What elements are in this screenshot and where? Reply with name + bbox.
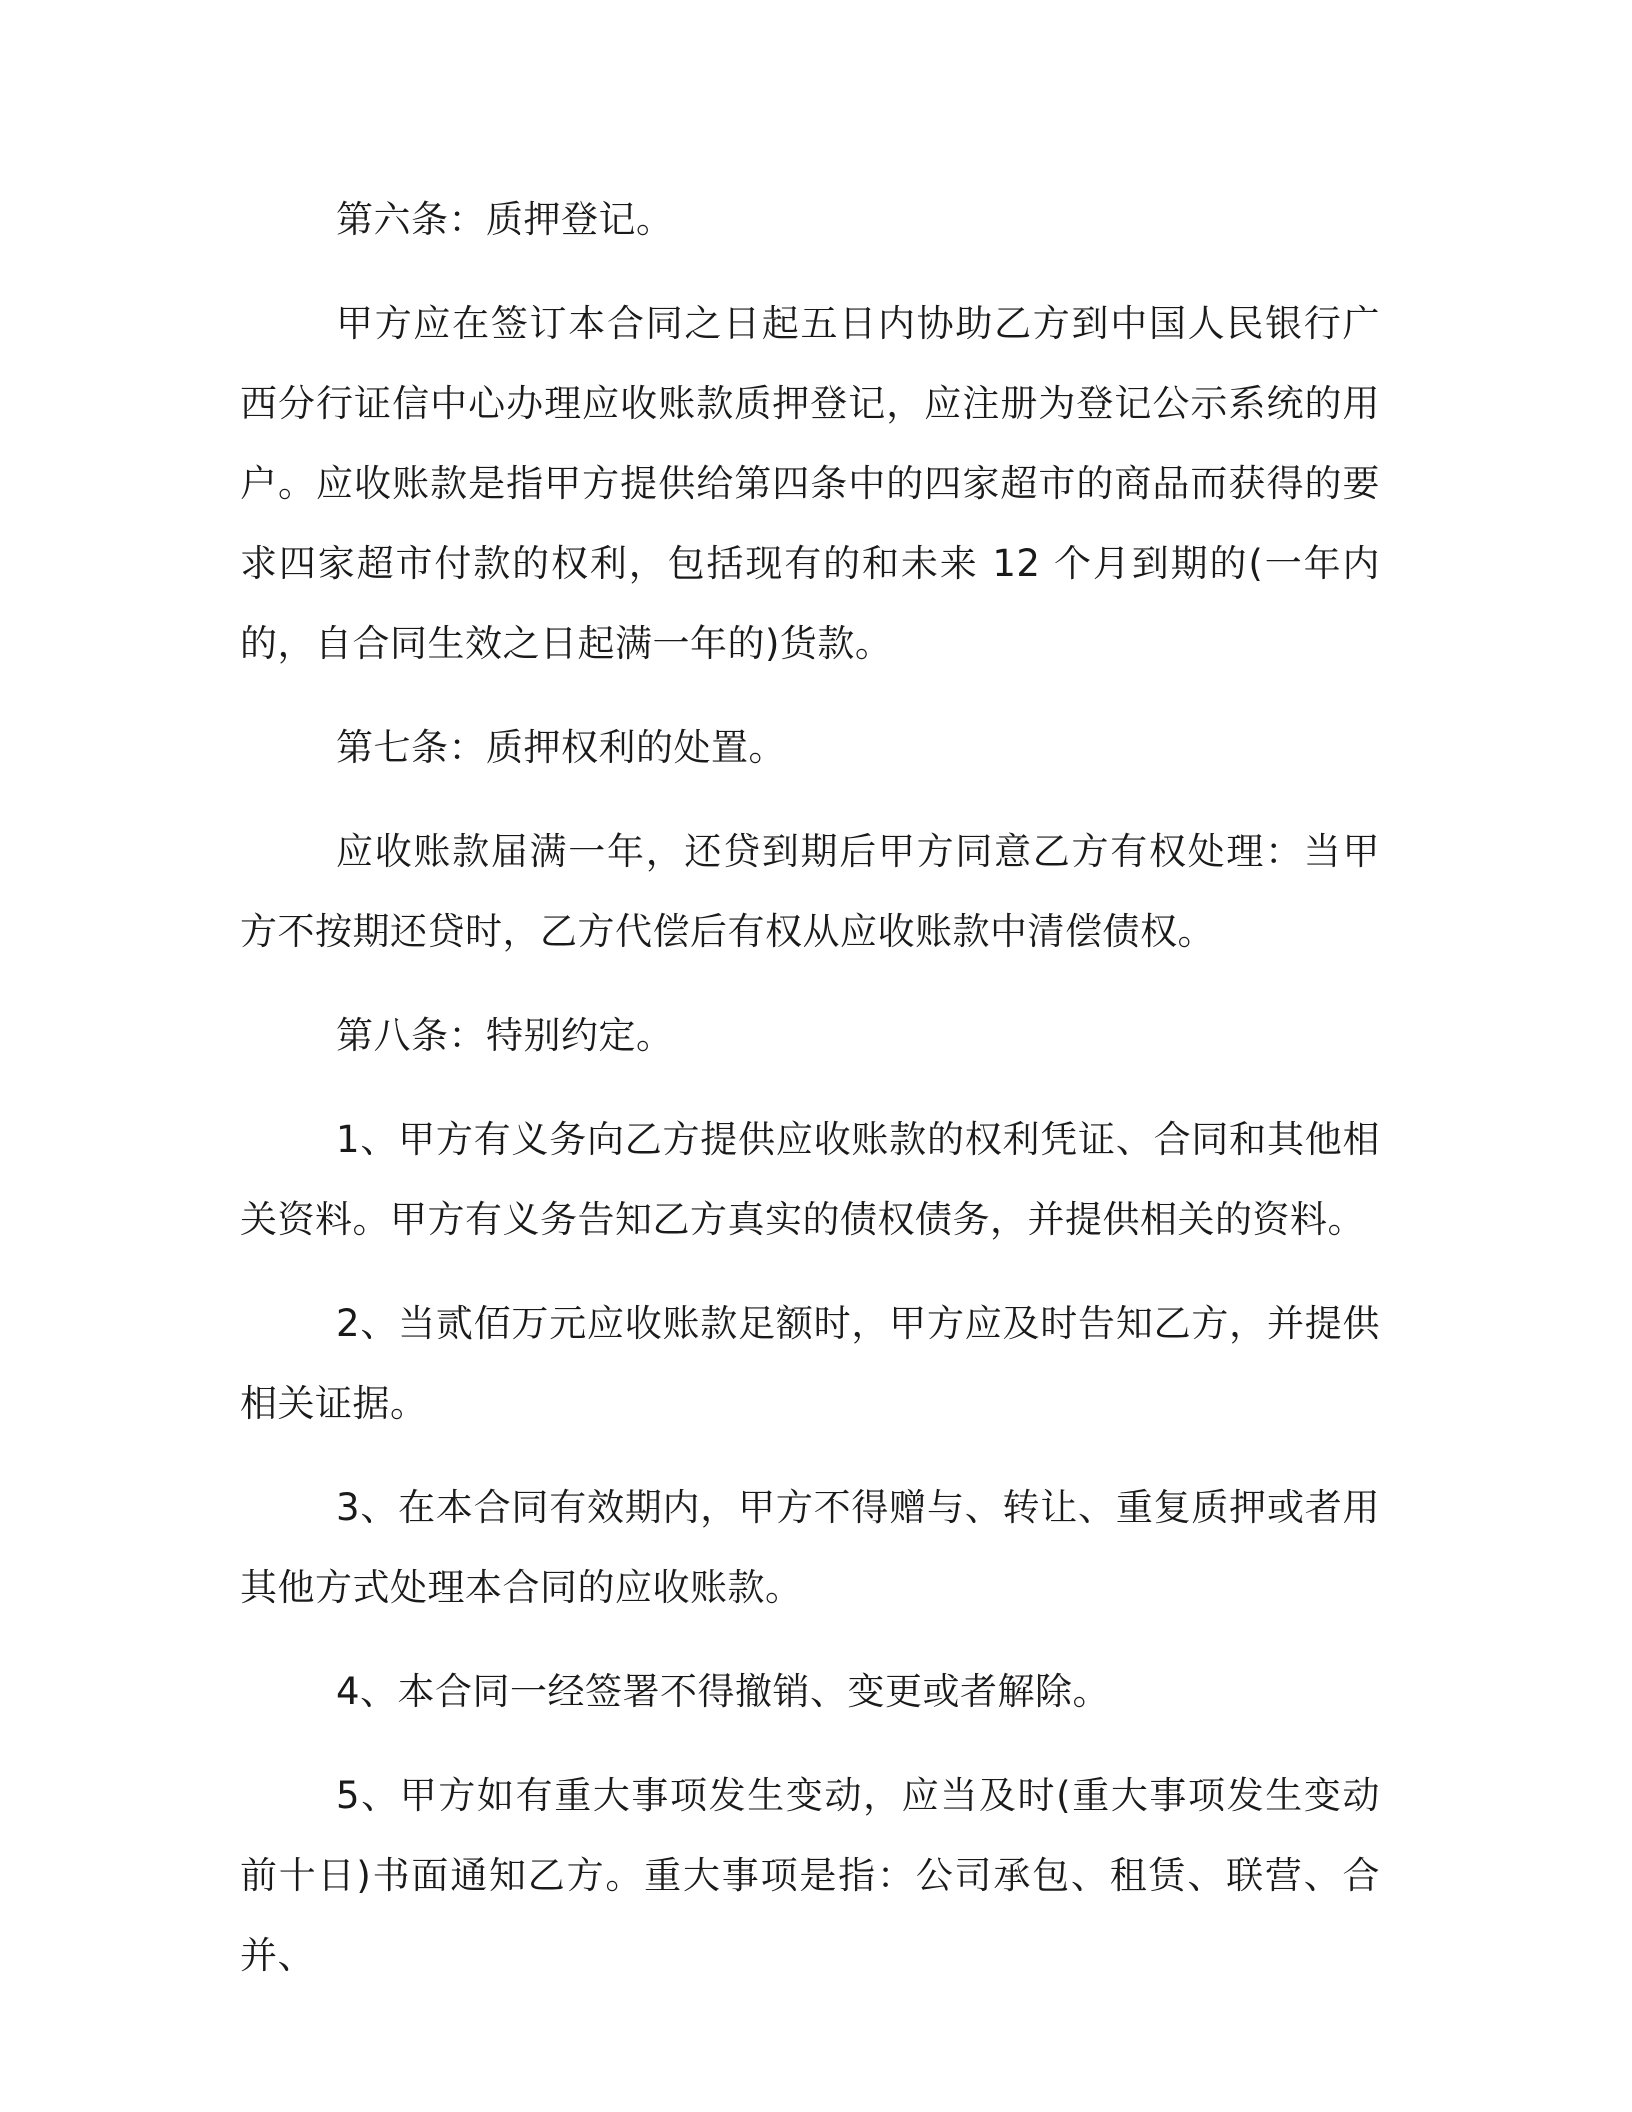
article-8-item-3: 3、在本合同有效期内，甲方不得赠与、转让、重复质押或者用其他方式处理本合同的应收账款。 xyxy=(240,1486,1380,1609)
article-8-item-2: 2、当贰佰万元应收账款足额时，甲方应及时告知乙方，并提供相关证据。 xyxy=(240,1302,1380,1425)
article-8-heading: 第八条：特别约定。 xyxy=(336,1014,674,1057)
article-7-body: 应收账款届满一年，还贷到期后甲方同意乙方有权处理：当甲方不按期还贷时，乙方代偿后有权从应收账款中清偿债权。 xyxy=(240,830,1380,953)
article-7-heading: 第七条：质押权利的处置。 xyxy=(336,726,786,769)
article-6-body: 甲方应在签订本合同之日起五日内协助乙方到中国人民银行广西分行证信中心办理应收账款质押登记，应注册为登记公示系统的用户。应收账款是指甲方提供给第四条中的四家超市的商品而获得的要求四家超市付款的权利，包括现有的和未来 12 个月到期的(一年内的，自合同生效之日起满一年的)货款。 xyxy=(240,302,1380,665)
article-6-heading: 第六条：质押登记。 xyxy=(336,198,674,241)
article-8-item-4: 4、本合同一经签署不得撤销、变更或者解除。 xyxy=(336,1670,1111,1713)
article-8-item-5: 5、甲方如有重大事项发生变动，应当及时(重大事项发生变动前十日)书面通知乙方。重大事项是指：公司承包、租赁、联营、合并、 xyxy=(240,1774,1380,1977)
document-body xyxy=(240,180,1380,2020)
article-8-item-1: 1、甲方有义务向乙方提供应收账款的权利凭证、合同和其他相关资料。甲方有义务告知乙方真实的债权债务，并提供相关的资料。 xyxy=(240,1118,1380,1241)
